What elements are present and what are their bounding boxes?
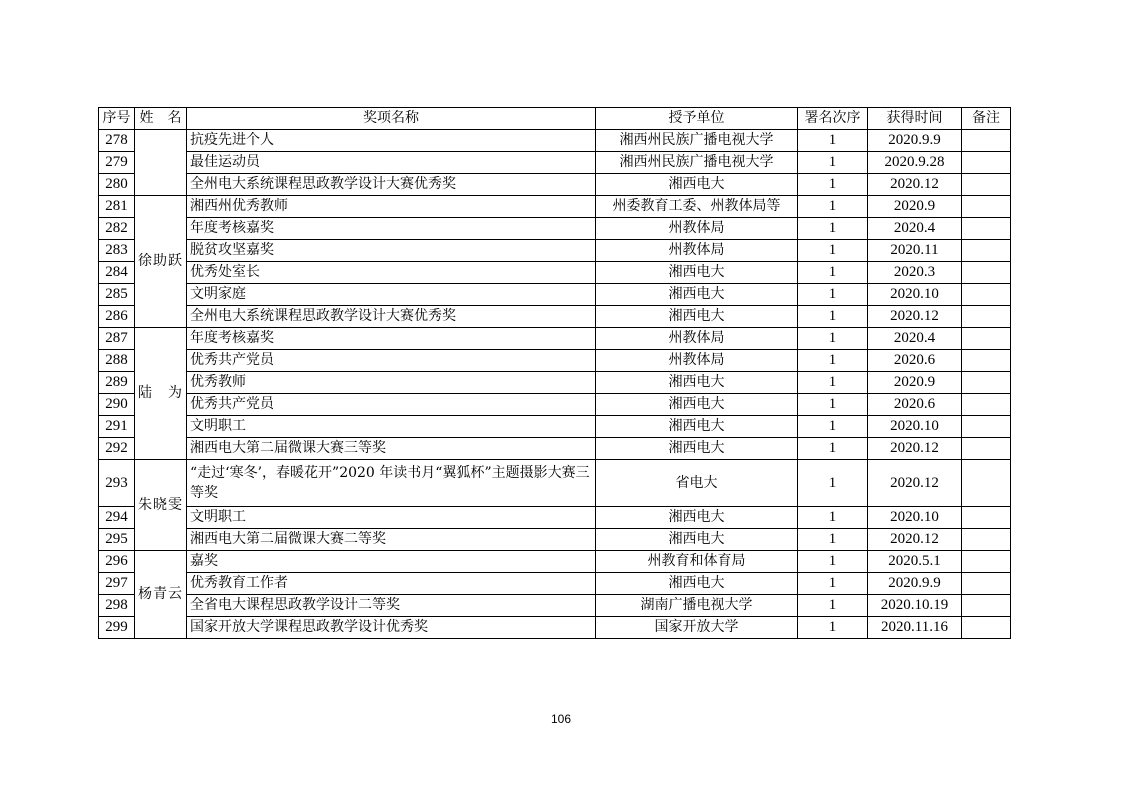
row-unit: 州教体局 xyxy=(596,218,798,240)
row-date: 2020.12 xyxy=(868,460,962,507)
row-unit: 湘西电大 xyxy=(596,284,798,306)
row-note xyxy=(962,174,1011,196)
row-date: 2020.11 xyxy=(868,240,962,262)
row-unit: 湘西电大 xyxy=(596,262,798,284)
row-no: 283 xyxy=(99,240,135,262)
table-row xyxy=(99,152,1011,174)
row-note xyxy=(962,617,1011,639)
row-date: 2020.9 xyxy=(868,372,962,394)
row-no: 284 xyxy=(99,262,135,284)
row-note xyxy=(962,438,1011,460)
row-order: 1 xyxy=(798,573,868,595)
row-unit: 州教育和体育局 xyxy=(596,551,798,573)
row-order: 1 xyxy=(798,551,868,573)
row-note xyxy=(962,394,1011,416)
row-no: 294 xyxy=(99,507,135,529)
row-no: 289 xyxy=(99,372,135,394)
row-award: 文明职工 xyxy=(187,507,596,529)
table-row xyxy=(99,394,1011,416)
row-unit: 州教体局 xyxy=(596,240,798,262)
row-no: 288 xyxy=(99,350,135,372)
row-award: 文明职工 xyxy=(187,416,596,438)
row-date: 2020.4 xyxy=(868,328,962,350)
table-row xyxy=(99,174,1011,196)
table-row xyxy=(99,529,1011,551)
row-order: 1 xyxy=(798,306,868,328)
table-row xyxy=(99,350,1011,372)
row-unit: 州教体局 xyxy=(596,350,798,372)
row-date: 2020.4 xyxy=(868,218,962,240)
row-award: 优秀处室长 xyxy=(187,262,596,284)
row-note xyxy=(962,460,1011,507)
row-unit: 国家开放大学 xyxy=(596,617,798,639)
row-order: 1 xyxy=(798,152,868,174)
row-unit: 湘西电大 xyxy=(596,529,798,551)
row-order: 1 xyxy=(798,595,868,617)
row-award: 年度考核嘉奖 xyxy=(187,328,596,350)
row-no: 293 xyxy=(99,460,135,507)
row-note xyxy=(962,529,1011,551)
row-date: 2020.6 xyxy=(868,350,962,372)
row-order: 1 xyxy=(798,350,868,372)
row-date: 2020.10 xyxy=(868,507,962,529)
row-date: 2020.6 xyxy=(868,394,962,416)
row-note xyxy=(962,306,1011,328)
row-date: 2020.9.9 xyxy=(868,130,962,152)
table-row xyxy=(99,196,1011,218)
table-row xyxy=(99,551,1011,573)
row-note xyxy=(962,152,1011,174)
row-no: 297 xyxy=(99,573,135,595)
row-award: 最佳运动员 xyxy=(187,152,596,174)
row-order: 1 xyxy=(798,174,868,196)
row-unit: 州教体局 xyxy=(596,328,798,350)
header-name: 姓 名 xyxy=(135,108,187,130)
table-row xyxy=(99,240,1011,262)
row-no: 298 xyxy=(99,595,135,617)
row-order: 1 xyxy=(798,438,868,460)
row-award: 优秀共产党员 xyxy=(187,394,596,416)
row-name: 陆 为 xyxy=(135,328,187,460)
row-order: 1 xyxy=(798,262,868,284)
row-order: 1 xyxy=(798,416,868,438)
row-no: 285 xyxy=(99,284,135,306)
row-name: 朱晓雯 xyxy=(135,460,187,551)
row-unit: 湘西电大 xyxy=(596,573,798,595)
table-row xyxy=(99,416,1011,438)
row-no: 286 xyxy=(99,306,135,328)
row-unit: 湘西电大 xyxy=(596,372,798,394)
row-date: 2020.12 xyxy=(868,174,962,196)
table-row xyxy=(99,617,1011,639)
row-order: 1 xyxy=(798,240,868,262)
row-order: 1 xyxy=(798,218,868,240)
row-unit: 湖南广播电视大学 xyxy=(596,595,798,617)
row-order: 1 xyxy=(798,196,868,218)
table-row xyxy=(99,306,1011,328)
row-name: 徐助跃 xyxy=(135,196,187,328)
row-award: 全州电大系统课程思政教学设计大赛优秀奖 xyxy=(187,174,596,196)
row-name: 杨青云 xyxy=(135,551,187,639)
row-note xyxy=(962,573,1011,595)
row-unit: 湘西州民族广播电视大学 xyxy=(596,152,798,174)
row-award: 文明家庭 xyxy=(187,284,596,306)
row-unit: 州委教育工委、州教体局等 xyxy=(596,196,798,218)
table-row xyxy=(99,595,1011,617)
table-header-row xyxy=(99,108,1011,130)
row-unit: 湘西电大 xyxy=(596,438,798,460)
table-row xyxy=(99,573,1011,595)
row-note xyxy=(962,284,1011,306)
row-unit: 湘西电大 xyxy=(596,306,798,328)
row-note xyxy=(962,350,1011,372)
row-award: 优秀教育工作者 xyxy=(187,573,596,595)
row-note xyxy=(962,328,1011,350)
row-no: 282 xyxy=(99,218,135,240)
row-date: 2020.12 xyxy=(868,438,962,460)
row-award: “走过‘寒冬’，春暖花开”2020 年读书月“翼狐杯”主题摄影大赛三等奖 xyxy=(187,460,596,507)
row-unit: 湘西电大 xyxy=(596,507,798,529)
row-name xyxy=(135,130,187,196)
row-note xyxy=(962,130,1011,152)
row-note xyxy=(962,416,1011,438)
row-order: 1 xyxy=(798,460,868,507)
row-date: 2020.10.19 xyxy=(868,595,962,617)
row-date: 2020.12 xyxy=(868,529,962,551)
row-award: 抗疫先进个人 xyxy=(187,130,596,152)
table-row xyxy=(99,130,1011,152)
row-date: 2020.10 xyxy=(868,284,962,306)
row-award: 国家开放大学课程思政教学设计优秀奖 xyxy=(187,617,596,639)
header-award: 奖项名称 xyxy=(187,108,596,130)
row-unit: 湘西州民族广播电视大学 xyxy=(596,130,798,152)
row-award: 湘西电大第二届微课大赛三等奖 xyxy=(187,438,596,460)
table-row xyxy=(99,507,1011,529)
row-award: 湘西州优秀教师 xyxy=(187,196,596,218)
row-note xyxy=(962,551,1011,573)
row-note xyxy=(962,595,1011,617)
row-no: 281 xyxy=(99,196,135,218)
header-order: 署名次序 xyxy=(798,108,868,130)
row-order: 1 xyxy=(798,130,868,152)
table-row xyxy=(99,262,1011,284)
header-note: 备注 xyxy=(962,108,1011,130)
row-no: 287 xyxy=(99,328,135,350)
row-note xyxy=(962,218,1011,240)
row-date: 2020.9.9 xyxy=(868,573,962,595)
row-no: 280 xyxy=(99,174,135,196)
row-order: 1 xyxy=(798,529,868,551)
row-date: 2020.3 xyxy=(868,262,962,284)
table-row xyxy=(99,438,1011,460)
table-row xyxy=(99,328,1011,350)
row-date: 2020.9 xyxy=(868,196,962,218)
header-unit: 授予单位 xyxy=(596,108,798,130)
row-no: 292 xyxy=(99,438,135,460)
row-award: 优秀教师 xyxy=(187,372,596,394)
row-date: 2020.5.1 xyxy=(868,551,962,573)
row-note xyxy=(962,240,1011,262)
row-no: 279 xyxy=(99,152,135,174)
header-date: 获得时间 xyxy=(868,108,962,130)
row-no: 291 xyxy=(99,416,135,438)
row-date: 2020.9.28 xyxy=(868,152,962,174)
row-award: 湘西电大第二届微课大赛二等奖 xyxy=(187,529,596,551)
row-note xyxy=(962,196,1011,218)
row-unit: 省电大 xyxy=(596,460,798,507)
row-date: 2020.10 xyxy=(868,416,962,438)
row-order: 1 xyxy=(798,328,868,350)
row-award: 优秀共产党员 xyxy=(187,350,596,372)
row-no: 299 xyxy=(99,617,135,639)
table-row xyxy=(99,284,1011,306)
header-no: 序号 xyxy=(99,108,135,130)
row-award: 全省电大课程思政教学设计二等奖 xyxy=(187,595,596,617)
awards-table xyxy=(98,107,1011,639)
row-unit: 湘西电大 xyxy=(596,174,798,196)
row-note xyxy=(962,372,1011,394)
table-row xyxy=(99,218,1011,240)
row-no: 296 xyxy=(99,551,135,573)
row-order: 1 xyxy=(798,507,868,529)
row-order: 1 xyxy=(798,284,868,306)
row-award: 年度考核嘉奖 xyxy=(187,218,596,240)
row-unit: 湘西电大 xyxy=(596,394,798,416)
row-no: 295 xyxy=(99,529,135,551)
row-award: 嘉奖 xyxy=(187,551,596,573)
row-note xyxy=(962,507,1011,529)
row-award: 全州电大系统课程思政教学设计大赛优秀奖 xyxy=(187,306,596,328)
row-unit: 湘西电大 xyxy=(596,416,798,438)
table-row xyxy=(99,372,1011,394)
row-no: 290 xyxy=(99,394,135,416)
row-award: 脱贫攻坚嘉奖 xyxy=(187,240,596,262)
page-number: 106 xyxy=(550,712,572,726)
row-note xyxy=(962,262,1011,284)
row-date: 2020.11.16 xyxy=(868,617,962,639)
row-no: 278 xyxy=(99,130,135,152)
row-date: 2020.12 xyxy=(868,306,962,328)
row-order: 1 xyxy=(798,394,868,416)
row-order: 1 xyxy=(798,617,868,639)
row-order: 1 xyxy=(798,372,868,394)
table-row xyxy=(99,460,1011,507)
